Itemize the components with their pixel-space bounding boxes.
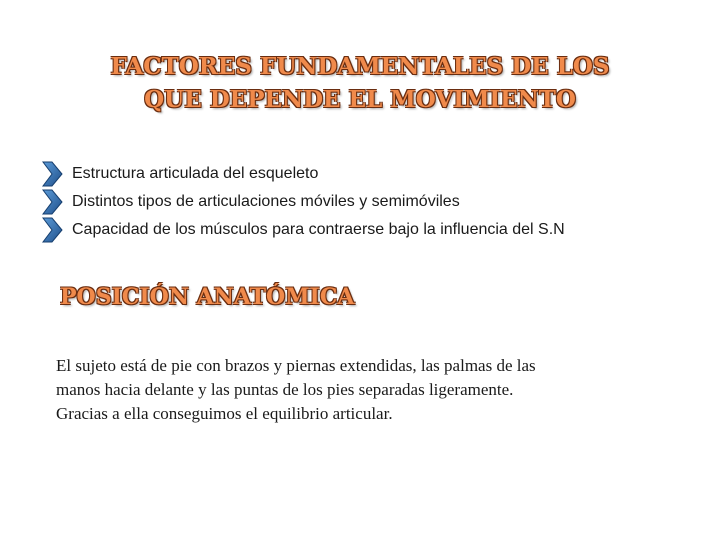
chevron-right-icon [40,159,64,189]
chevron-right-icon [40,215,64,245]
chevron-right-icon [40,187,64,217]
bullet-text: Distintos tipos de articulaciones móviles y semimóviles [72,193,460,210]
bullet-item [40,160,700,188]
bullet-item [40,216,700,244]
title-line-1: FACTORES FUNDAMENTALES DE LOS [110,53,610,80]
title-line-2: QUE DEPENDE EL MOVIMIENTO [144,86,576,113]
paragraph-line-3: Gracias a ella conseguimos el equilibrio articular. [56,404,393,423]
bullet-list [40,160,700,244]
section-paragraph [56,354,656,426]
paragraph-line-1: El sujeto está de pie con brazos y piernas extendidas, las palmas de las [56,356,536,375]
section-heading: POSICIÓN ANATÓMICA [60,284,355,310]
paragraph-line-2: manos hacia delante y las puntas de los pies separadas ligeramente. [56,380,514,399]
slide-title [30,50,690,116]
bullet-item [40,188,700,216]
bullet-text: Capacidad de los músculos para contraerse bajo la influencia del S.N [72,221,565,238]
bullet-text: Estructura articulada del esqueleto [72,165,319,182]
